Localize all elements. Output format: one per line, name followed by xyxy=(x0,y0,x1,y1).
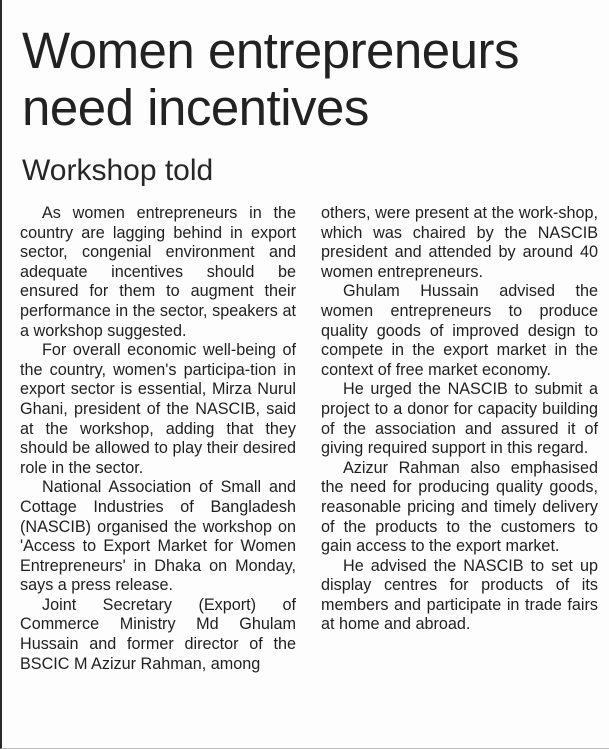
article-column-right xyxy=(321,204,598,635)
article-column-left xyxy=(20,204,296,674)
body-paragraph: He advised the NASCIB to set up display centres for products of its members and participate in trade fairs at home and abroad. xyxy=(321,556,598,634)
headline: Women entrepreneurs need incentives xyxy=(22,22,519,136)
body-paragraph-continued: others, were present at the work-shop, which was chaired by the NASCIB president and attended by around 40 women entrepreneurs. xyxy=(321,204,598,281)
body-paragraph: As women entrepreneurs in the country are lagging behind in export sector, congenial environment and adequate incentives should be ensured for them to augment their performance in the sector, speakers at a workshop suggested. xyxy=(20,204,296,340)
body-paragraph: For overall economic well-being of the country, women's participa-tion in export sector is essential, Mirza Nurul Ghani, president of the NASCIB, said at the workshop, adding that they should be allowed to play their desired role in the sector. xyxy=(20,341,296,477)
body-paragraph: Ghulam Hussain advised the women entrepreneurs to produce quality goods of improved design to compete in the export market in the context of free market economy. xyxy=(321,282,598,379)
body-paragraph: National Association of Small and Cottage Industries of Bangladesh (NASCIB) organised the workshop on 'Access to Export Market for Women Entrepreneurs' in Dhaka on Monday, says a press release. xyxy=(20,478,296,595)
body-paragraph: Azizur Rahman also emphasised the need for producing quality goods, reasonable pricing and timely delivery of the products to the customers to gain access to the export market. xyxy=(321,458,598,556)
body-paragraph: Joint Secretary (Export) of Commerce Ministry Md Ghulam Hussain and former director of the BSCIC M Azizur Rahman, among xyxy=(20,595,296,673)
body-paragraph: He urged the NASCIB to submit a project to a donor for capacity building of the association and assured it of giving required support in this regard. xyxy=(321,380,598,458)
subheadline: Workshop told xyxy=(22,154,214,187)
